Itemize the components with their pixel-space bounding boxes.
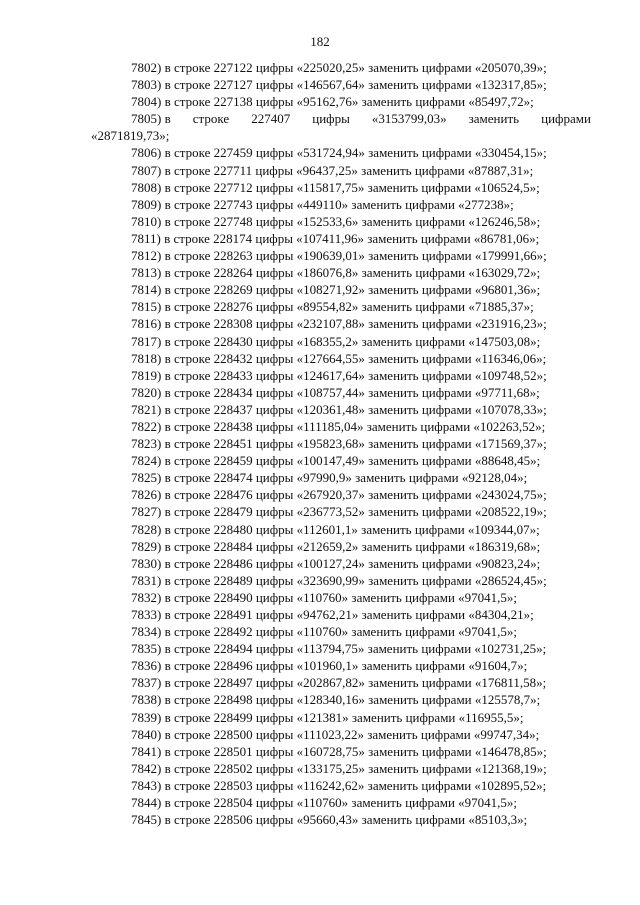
- list-item: 7825) в строке 228474 цифры «97990,9» заменить цифрами «92128,04»;: [131, 470, 528, 486]
- list-item: 7836) в строке 228496 цифры «101960,1» заменить цифрами «91604,7»;: [131, 658, 528, 674]
- word: «3153799,03»: [371, 111, 447, 127]
- list-item: 7845) в строке 228506 цифры «95660,43» заменить цифрами «85103,3»;: [131, 812, 528, 828]
- list-item: 7802) в строке 227122 цифры «225020,25» заменить цифрами «205070,39»;: [131, 60, 547, 75]
- list-item: 7811) в строке 228174 цифры «107411,96» заменить цифрами «86781,06»;: [131, 230, 540, 246]
- list-item: 7842) в строке 228502 цифры «133175,25» заменить цифрами «121368,19»;: [131, 760, 547, 776]
- list-item: 7809) в строке 227743 цифры «449110» заменить цифрами «277238»;: [131, 196, 514, 212]
- list-item: 7832) в строке 228490 цифры «110760» заменить цифрами «97041,5»;: [131, 589, 518, 605]
- list-item: 7830) в строке 228486 цифры «100127,24» заменить цифрами «90823,24»;: [131, 555, 541, 571]
- list-item: 7839) в строке 228499 цифры «121381» заменить цифрами «116955,5»;: [131, 709, 524, 725]
- word: 7805) в: [131, 111, 171, 127]
- list-item: 7820) в строке 228434 цифры «108757,44» заменить цифрами «97711,68»;: [131, 384, 540, 400]
- list-item: 7837) в строке 228497 цифры «202867,82» заменить цифрами «176811,58»;: [131, 675, 547, 691]
- list-item: 7835) в строке 228494 цифры «113794,75» заменить цифрами «102731,25»;: [131, 641, 547, 657]
- list-item: 7814) в строке 228269 цифры «108271,92» заменить цифрами «96801,36»;: [131, 282, 541, 298]
- page-number: 182: [310, 34, 330, 49]
- word: строке: [192, 111, 230, 127]
- list-item: 7821) в строке 228437 цифры «120361,48» заменить цифрами «107078,33»;: [131, 401, 547, 417]
- list-item: 7833) в строке 228491 цифры «94762,21» заменить цифрами «84304,21»;: [131, 607, 534, 622]
- list-item: 7834) в строке 228492 цифры «110760» заменить цифрами «97041,5»;: [131, 624, 518, 640]
- word: цифрами: [541, 111, 591, 127]
- list-item: 7826) в строке 228476 цифры «267920,37» заменить цифрами «243024,75»;: [131, 487, 547, 503]
- list-item: 7838) в строке 228498 цифры «128340,16» заменить цифрами «125578,7»;: [131, 692, 541, 708]
- list-item: 7828) в строке 228480 цифры «112601,1» заменить цифрами «109344,07»;: [131, 521, 540, 537]
- list-item: 7810) в строке 227748 цифры «152533,6» заменить цифрами «126246,58»;: [131, 213, 541, 229]
- list-item: 7818) в строке 228432 цифры «127664,55» заменить цифрами «116346,06»;: [131, 350, 547, 366]
- list-item: 7804) в строке 227138 цифры «95162,76» заменить цифрами «85497,72»;: [131, 94, 534, 110]
- list-item: 7840) в строке 228500 цифры «111023,22» заменить цифрами «99747,34»;: [131, 726, 540, 742]
- list-item: 7813) в строке 228264 цифры «186076,8» заменить цифрами «163029,72»;: [131, 265, 541, 281]
- list-item: 7831) в строке 228489 цифры «323690,99» заменить цифрами «286524,45»;: [131, 572, 547, 588]
- list-item: 7806) в строке 227459 цифры «531724,94» заменить цифрами «330454,15»;: [131, 145, 547, 161]
- list-item: 7843) в строке 228503 цифры «116242,62» заменить цифрами «102895,52»;: [131, 777, 547, 793]
- list-item: 7815) в строке 228276 цифры «89554,82» заменить цифрами «71885,37»;: [131, 299, 534, 315]
- list-item: 7808) в строке 227712 цифры «115817,75» заменить цифрами «106524,5»;: [131, 179, 540, 195]
- list-item-justified: [91, 110, 591, 127]
- list-item: 7844) в строке 228504 цифры «110760» заменить цифрами «97041,5»;: [131, 795, 518, 811]
- amendment-list: [91, 59, 591, 828]
- list-item: 7823) в строке 228451 цифры «195823,68» заменить цифрами «171569,37»;: [131, 436, 547, 452]
- list-item: 7827) в строке 228479 цифры «236773,52» заменить цифрами «208522,19»;: [131, 504, 547, 520]
- list-item: 7816) в строке 228308 цифры «232107,88» заменить цифрами «231916,23»;: [131, 316, 547, 332]
- list-item: 7817) в строке 228430 цифры «168355,2» заменить цифрами «147503,08»;: [131, 333, 541, 349]
- list-item: 7841) в строке 228501 цифры «160728,75» заменить цифрами «146478,85»;: [131, 743, 547, 759]
- list-item: 7824) в строке 228459 цифры «100147,49» заменить цифрами «88648,45»;: [131, 453, 541, 469]
- list-item: 7822) в строке 228438 цифры «111185,04» заменить цифрами «102263,52»;: [131, 418, 546, 434]
- word: 227407: [251, 111, 291, 127]
- word: заменить: [468, 111, 520, 127]
- list-item: 7819) в строке 228433 цифры «124617,64» заменить цифрами «109748,52»;: [131, 367, 547, 383]
- list-item: 7812) в строке 228263 цифры «190639,01» заменить цифрами «179991,66»;: [131, 248, 547, 264]
- list-item-continuation: «2871819,73»;: [91, 128, 170, 144]
- list-item: 7803) в строке 227127 цифры «146567,64» заменить цифрами «132317,85»;: [131, 77, 547, 93]
- list-item: 7807) в строке 227711 цифры «96437,25» заменить цифрами «87887,31»;: [131, 162, 534, 178]
- list-item: 7829) в строке 228484 цифры «212659,2» заменить цифрами «186319,68»;: [131, 538, 541, 554]
- word: цифры: [312, 111, 350, 127]
